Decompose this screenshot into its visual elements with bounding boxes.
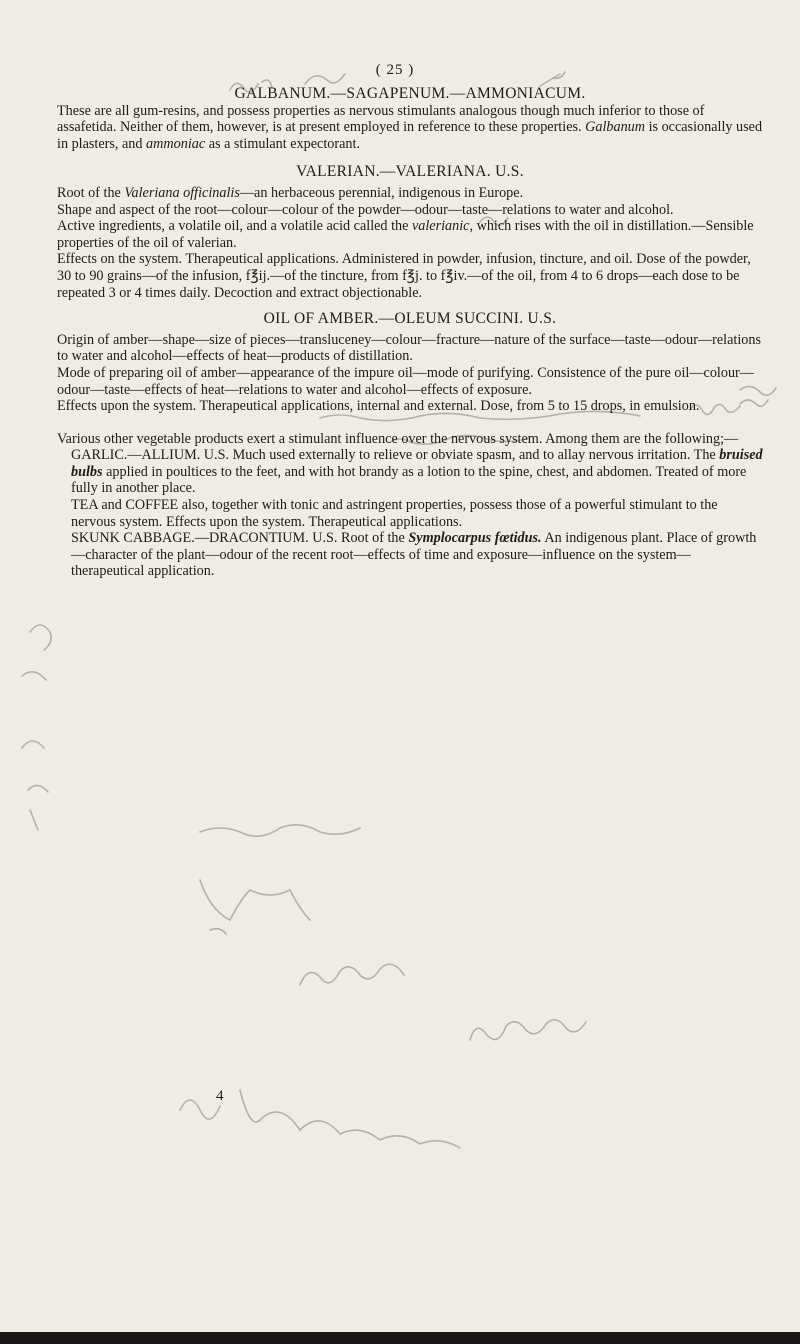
scan-edge: [0, 1332, 800, 1344]
text-run-italic: bruised bulbs: [71, 447, 763, 480]
paragraph: [57, 103, 763, 153]
paragraph: [57, 202, 763, 219]
text-run: Origin of amber—shape—size of pieces—transluceney—colour—fracture—nature of the surface—taste—odour—relations to water and alcohol—effects of heat—products of distillation.: [57, 331, 761, 365]
text-run: Active ingredients, a volatile oil, and a volatile acid called the: [57, 218, 412, 235]
text-run: , which rises with the oil in distillation.—Sensible properties of the oil of valerian.: [57, 218, 754, 251]
text-run: Root of the: [57, 184, 125, 201]
paragraph: [57, 218, 763, 251]
text-run: —an herbaceous perennial, indigenous in Europe.: [239, 184, 524, 201]
page-mark: 4: [216, 1088, 224, 1104]
list-item: [57, 447, 763, 497]
list-item: [57, 497, 763, 530]
text-run: GARLIC.—ALLIUM. U.S. Much used externally to relieve or obviate spasm, and to allay nervous irritation. The: [71, 447, 720, 464]
section-heading: OIL OF AMBER.—OLEUM SUCCINI. U.S.: [263, 310, 557, 328]
text-run-italic: Symplocarpus fœtidus.: [408, 530, 542, 547]
list-item: [57, 530, 763, 580]
section-heading: VALERIAN.—VALERIANA. U.S.: [296, 163, 524, 181]
text-run: Shape and aspect of the root—colour—colour of the powder—odour—taste—relations to water and alcohol.: [57, 201, 674, 218]
paragraph: [57, 185, 763, 202]
paragraph: [57, 398, 763, 415]
text-run-italic: Galbanum: [585, 119, 646, 136]
text-run-italic: valerianic: [411, 218, 470, 235]
text-run: These are all gum-resins, and possess properties as nervous stimulants analogous though much inferior to those of assafetida. Neither of them, however, is at present employed in reference to these properties.: [57, 102, 705, 136]
text-run: Effects upon the system. Therapeutical applications, internal and external. Dose, from 5 to 15 drops, in emulsion.: [57, 398, 700, 415]
text-run-italic: Valeriana officinalis: [124, 184, 240, 201]
section-heading: GALBANUM.—SAGAPENUM.—AMMONIACUM.: [234, 85, 586, 102]
text-run-italic: ammoniac: [146, 135, 206, 152]
paragraph: Various other vegetable products exert a stimulant influence over the nervous system. Among them are the following;—: [57, 430, 739, 447]
paragraph: [57, 251, 763, 301]
page-number: ( 25 ): [375, 62, 415, 78]
text-run: Mode of preparing oil of amber—appearance of the impure oil—mode of purifying. Consistence of the pure oil—colour—odour—taste—effects of heat—relations to water and alcohol—effects of exposure.: [57, 364, 754, 398]
text-run: as a stimulant expectorant.: [205, 135, 360, 152]
text-run: SKUNK CABBAGE.—DRACONTIUM. U.S. Root of the: [71, 530, 409, 547]
text-run: is occasionally used in plasters, and: [57, 119, 763, 152]
paragraph: [57, 332, 763, 365]
text-run: TEA and COFFEE also, together with tonic and astringent properties, possess those of a powerful stimulant to the nervous system. Effects upon the system. Therapeutical applications.: [71, 497, 718, 530]
text-run: An indigenous plant. Place of growth—character of the plant—odour of the recent root—effects of time and exposure—influence on the system—therapeutical application.: [71, 530, 757, 580]
text-run: Effects on the system. Therapeutical applications. Administered in powder, infusion, tincture, and oil. Dose of the powder, 30 to 90 grains—of the infusion, f℥ij.—of the tincture, from f℥j. to f℥iv.—of the oil, from 4 to 6 drops—each dose to be repeated 3 or 4 times daily. Decoction and extract objectionable.: [57, 251, 751, 301]
text-run: applied in poultices to the feet, and with hot brandy as a lotion to the spine, chest, and abdomen. Treated of more fully in another place.: [71, 463, 747, 497]
paragraph: [57, 365, 763, 398]
body-text: [57, 86, 763, 580]
